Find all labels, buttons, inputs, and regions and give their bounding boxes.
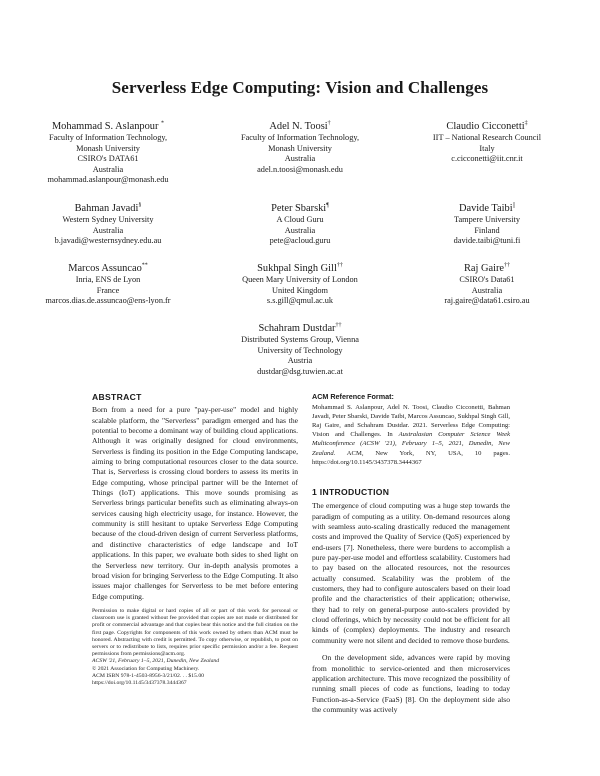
affiliation: University of Technology — [257, 345, 343, 355]
reference-venue: Australasian Computer Science Week Multiconference (ACSW '21), February 1–5, 2021, Dunedin, New Zealand. — [312, 431, 510, 457]
country: Australia — [92, 225, 124, 235]
affiliation: A Cloud Guru — [276, 215, 324, 224]
author-name: Adel N. Toosi — [269, 121, 328, 132]
author-name: Peter Sbarski — [271, 203, 327, 214]
author-mark: § — [138, 202, 142, 209]
author-mark: ** — [141, 262, 148, 269]
email: mohammad.aslanpour@monash.edu — [47, 175, 169, 185]
author-mark: ‡ — [524, 120, 528, 127]
author-cicconetti — [387, 120, 587, 165]
reference-tail[interactable]: ACM, New York, NY, USA, 10 pages. https://doi.org/10.1145/3437378.3444367 — [312, 449, 510, 466]
affiliation: Faculty of Information Technology, — [48, 133, 168, 142]
author-name: Marcos Assuncao — [68, 263, 142, 274]
author-mark: ¶ — [326, 202, 329, 209]
author-gaire — [387, 262, 587, 307]
affiliation: IIT – National Research Council — [432, 133, 542, 142]
abstract-text: Born from a need for a pure "pay-per-use" model and highly scalable platform, the "Serverless" paradigm emerged and has the potential to become a dominant way of building cloud applications. Although it was originally designed for cloud environments, Serverless is finding its position in the Edge Computing landscape, aiming to bring computational resources closer to the data source. That is, Serverless is crossing cloud borders to assess its merits in Edge computing, whose principal partner will be the Internet of Things (IoT) applications. This move sounds promising as Serverless brings particular benefits such as eliminating always-on services causing high electricity usage, for instance. However, the community is still hesitant to uptake Serverless Edge Computing because of the cloud-driven design of current Serverless platforms, and distinctive characteristics of edge landscape and IoT applications. In this paper, we evaluate both sides to shed light on the Serverless new territory. Our in-depth analysis promotes a broad vision for bringing Serverless to the Edge Computing. It also issues major challenges for Serverless to be met before entering Edge computing. — [92, 405, 298, 601]
paper-title: Serverless Edge Computing: Vision and Challenges — [111, 78, 489, 97]
country: Australia — [284, 225, 316, 235]
email: pete@acloud.guru — [269, 236, 331, 246]
affiliation: CSIRO's DATA61 — [77, 154, 139, 164]
affiliation: Faculty of Information Technology, — [240, 133, 360, 142]
introduction-heading: 1 INTRODUCTION — [312, 487, 390, 497]
intro-paragraph: The emergence of cloud computing was a huge step towards the paradigm of computing as a utility. On-demand resources along with seamless auto-scaling drastically reduced the management costs and improved the Quality of Service (QoS) experienced by end-users [7]. Nonetheless, there were burdens to accomplish a pure pay-per-use model and effortless scalability. Customers had to pay based on the allocated resources, not the resources actually consumed. Scalability was the problem of the customers, they had to configure autoscalers based on their load profile and the characteristics of their application; otherwise, they had to rely on general-purpose auto-scalers provided by cloud offerings, which by necessity could not be efficient for all kinds of (complex) deployments. The industry and research community were not silent and decided to remove those burdens. — [312, 501, 510, 645]
permission-block — [92, 608, 298, 687]
author-mark: †† — [335, 322, 342, 329]
reference-heading: ACM Reference Format: — [312, 392, 394, 401]
author-javadi — [8, 202, 208, 247]
country: United Kingdom — [272, 285, 328, 295]
author-name: Bahman Javadi — [74, 203, 139, 214]
author-dustdar — [200, 322, 400, 377]
abstract-heading: ABSTRACT — [92, 392, 142, 402]
affiliation: Western Sydney University — [62, 215, 154, 224]
affiliation: Distributed Systems Group, Vienna — [241, 335, 359, 344]
author-mark: †† — [504, 262, 511, 269]
author-aslanpour — [8, 120, 208, 186]
author-name: Davide Taibi — [458, 203, 513, 214]
email: marcos.dias.de.assuncao@ens-lyon.fr — [45, 296, 171, 306]
country: Austria — [287, 356, 313, 366]
author-name: Mohammad S. Aslanpour — [51, 121, 159, 132]
email: c.cicconetti@iit.cnr.it — [451, 154, 523, 164]
email: raj.gaire@data61.csiro.au — [444, 296, 530, 306]
country: Australia — [284, 154, 316, 164]
doi-link[interactable]: https://doi.org/10.1145/3437378.3444367 — [92, 680, 187, 687]
country: France — [96, 285, 120, 295]
affiliation: Inria, ENS de Lyon — [75, 275, 141, 284]
author-mark: † — [327, 120, 331, 127]
affiliation: CSIRO's Data61 — [459, 275, 515, 284]
reference-format — [312, 392, 510, 467]
author-gill — [200, 262, 400, 307]
affiliation: Monash University — [76, 143, 140, 153]
country: Australia — [471, 285, 503, 295]
country: Finland — [474, 225, 500, 235]
country: Italy — [479, 143, 495, 153]
reference-text — [312, 403, 510, 467]
author-mark: * — [161, 120, 165, 127]
permission-text: Permission to make digital or hard copies of all or part of this work for personal or classroom use is granted without fee provided that copies are not made or distributed for profit or commercial advantage and that copies bear this notice and the full citation on the first page. Copyrights for components of this work owned by others than ACM must be honored. Abstracting with credit is permitted. To copy otherwise, or republish, to post on servers or to redistribute to lists, requires prior specific permission and/or a fee. Request permissions from permissions@acm.org. — [92, 608, 298, 658]
country: Australia — [92, 164, 124, 174]
author-name: Sukhpal Singh Gill — [257, 263, 337, 274]
abstract-section — [92, 392, 298, 602]
author-mark: †† — [336, 262, 343, 269]
author-taibi — [387, 202, 587, 247]
venue-line: ACSW '21, February 1–5, 2021, Dunedin, New Zealand — [92, 658, 220, 665]
affiliation: Tampere University — [453, 215, 520, 224]
email: s.s.gill@qmul.ac.uk — [266, 296, 334, 306]
author-assuncao — [8, 262, 208, 307]
email: davide.taibi@tuni.fi — [453, 236, 521, 246]
isbn-line: ACM ISBN 978-1-4503-8956-3/21/02. . . $15.00 — [92, 672, 205, 679]
email: adel.n.toosi@monash.edu — [257, 164, 343, 174]
affiliation: Monash University — [268, 143, 332, 153]
email: b.javadi@westernsydney.edu.au — [54, 236, 162, 246]
author-toosi — [200, 120, 400, 175]
author-mark: || — [512, 202, 516, 209]
email: dustdar@dsg.tuwien.ac.at — [257, 366, 343, 376]
author-name: Claudio Cicconetti — [446, 121, 525, 132]
reference-authors: Mohammad S. Aslanpour, Adel N. Toosi, Claudio Cicconetti, Bahman Javadi, Peter Sbarski, Davide Taibi, Marcos Assuncao, Sukhpal Singh Gill, Raj Gaire, and Schahram Dustdar. 2021. Serverless Edge Computing: Vision and Challenges. In — [312, 404, 510, 439]
author-name: Raj Gaire — [463, 263, 505, 274]
affiliation: Queen Mary University of London — [242, 275, 358, 284]
introduction-section — [312, 487, 510, 715]
author-name: Schahram Dustdar — [258, 323, 336, 334]
copyright-line: © 2021 Association for Computing Machinery. — [92, 665, 200, 672]
intro-paragraph: On the development side, advances were rapid by moving from monolithic to service-oriented and then microservices application architecture. This move recognized the possibility of running small pieces of code as functions, leading to today Function-as-a-Service (FaaS) [8]. On the deployment side also the community was actively — [312, 653, 510, 714]
author-sbarski — [200, 202, 400, 247]
